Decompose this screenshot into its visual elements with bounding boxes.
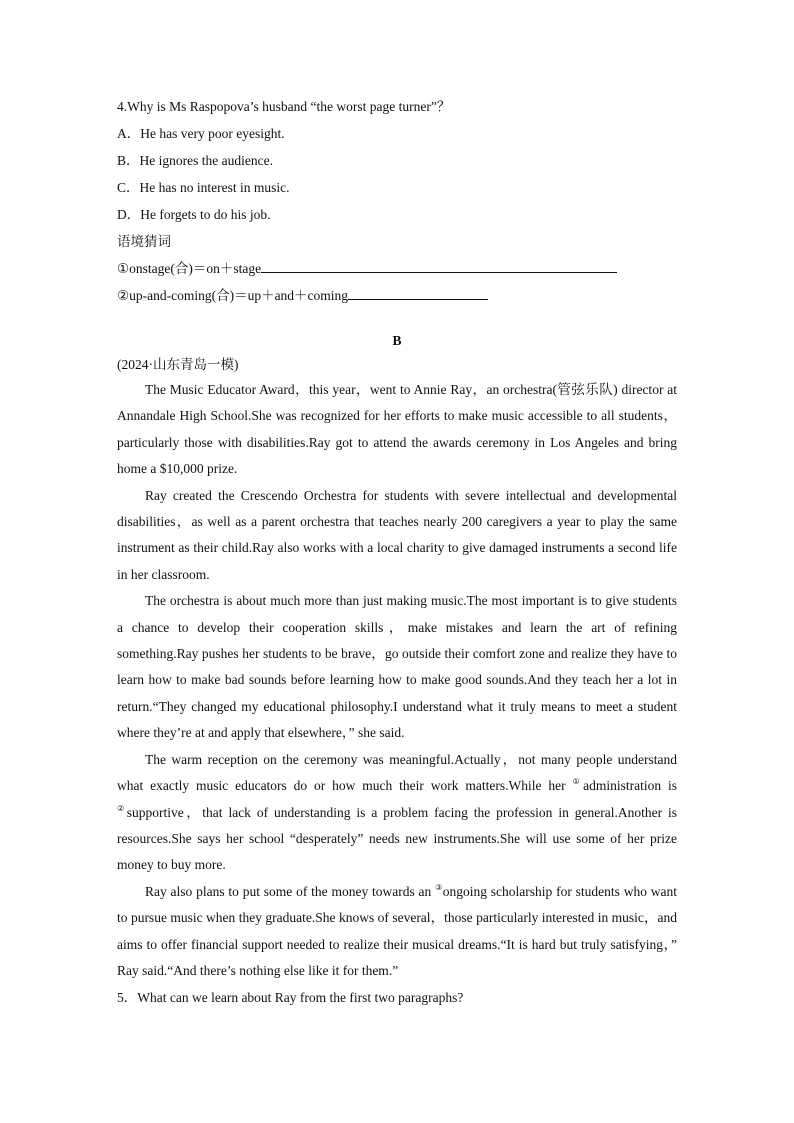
question-4-option-d: D．He forgets to do his job. xyxy=(117,207,271,222)
question-4-option-c: C．He has no interest in music. xyxy=(117,180,290,195)
vocab-marker-2: ② xyxy=(117,803,127,813)
vocab-item-2-blank xyxy=(348,285,488,300)
question-4-option-a: A．He has very poor eyesight. xyxy=(117,126,285,141)
paragraph-4-part-3: supportive，that lack of understanding is a problem facing the profession in general.Another is resources.She says her school “desperately” needs new instruments.She will use some of her prize money to buy more. xyxy=(117,804,677,873)
section-b-title: B xyxy=(392,333,402,348)
vocab-heading: 语境猜词 xyxy=(117,234,171,249)
question-4-option-b: B．He ignores the audience. xyxy=(117,153,273,168)
passage-paragraph-5 xyxy=(117,879,677,985)
paragraph-4-part-2: administration is xyxy=(583,778,678,794)
question-4-stem: 4.Why is Ms Raspopova’s husband “the worst page turner”？ xyxy=(117,99,451,114)
vocab-item-1 xyxy=(117,255,677,282)
paragraph-5-part-2: ongoing scholarship for students who want to pursue music when they graduate.She knows of several，those particularly interested in music，and aims to offer financial support needed to realize their musical dreams.“It is hard but truly satisfying，” Ray said.“And there’s nothing else like it for them.” xyxy=(117,883,677,978)
section-b-source: (2024·山东青岛一模) xyxy=(117,357,239,372)
vocab-item-1-text: ①onstage(合)＝on＋stage xyxy=(117,261,262,276)
question-5-stem: 5．What can we learn about Ray from the first two paragraphs? xyxy=(117,990,464,1006)
paragraph-5-part-1: Ray also plans to put some of the money towards an xyxy=(145,883,436,899)
vocab-item-1-blank xyxy=(261,258,617,273)
vocab-item-2 xyxy=(117,282,677,309)
paragraph-4-part-1: The warm reception on the ceremony was meaningful.Actually，not many people understand what exactly music educators do or how much their work matters.While her xyxy=(117,751,677,794)
vocab-marker-3: ③ xyxy=(435,882,443,892)
worksheet-page xyxy=(117,93,677,1011)
passage-paragraph-4 xyxy=(117,747,677,879)
passage-paragraph-2: Ray created the Crescendo Orchestra for students with severe intellectual and developmental disabilities，as well as a parent orchestra that teaches nearly 200 caregivers a year to play the same instrument as their child.Ray also works with a local charity to give damaged instruments a second life in her classroom. xyxy=(117,487,677,582)
passage-paragraph-1: The Music Educator Award，this year，went to Annie Ray，an orchestra(管弦乐队) director at Annandale High School.She was recognized for her efforts to make music accessible to all students，particularly those with disabilities.Ray got to attend the awards ceremony in Los Angeles and bring home a $10,000 prize. xyxy=(117,382,677,477)
passage-paragraph-3: The orchestra is about much more than just making music.The most important is to give students a chance to develop their cooperation skills，make mistakes and learn the art of refining something.Ray pushes her students to be brave，go outside their comfort zone and realize they have to learn how to make bad sounds before learning how to make good sounds.And they teach her a lot in return.“They changed my educational philosophy.I understand what it truly means to meet a student where they’re at and apply that elsewhere，” she said. xyxy=(117,593,677,741)
vocab-marker-1: ① xyxy=(572,777,584,787)
vocab-item-2-text: ②up-and-coming(合)＝up＋and＋coming xyxy=(117,288,349,303)
